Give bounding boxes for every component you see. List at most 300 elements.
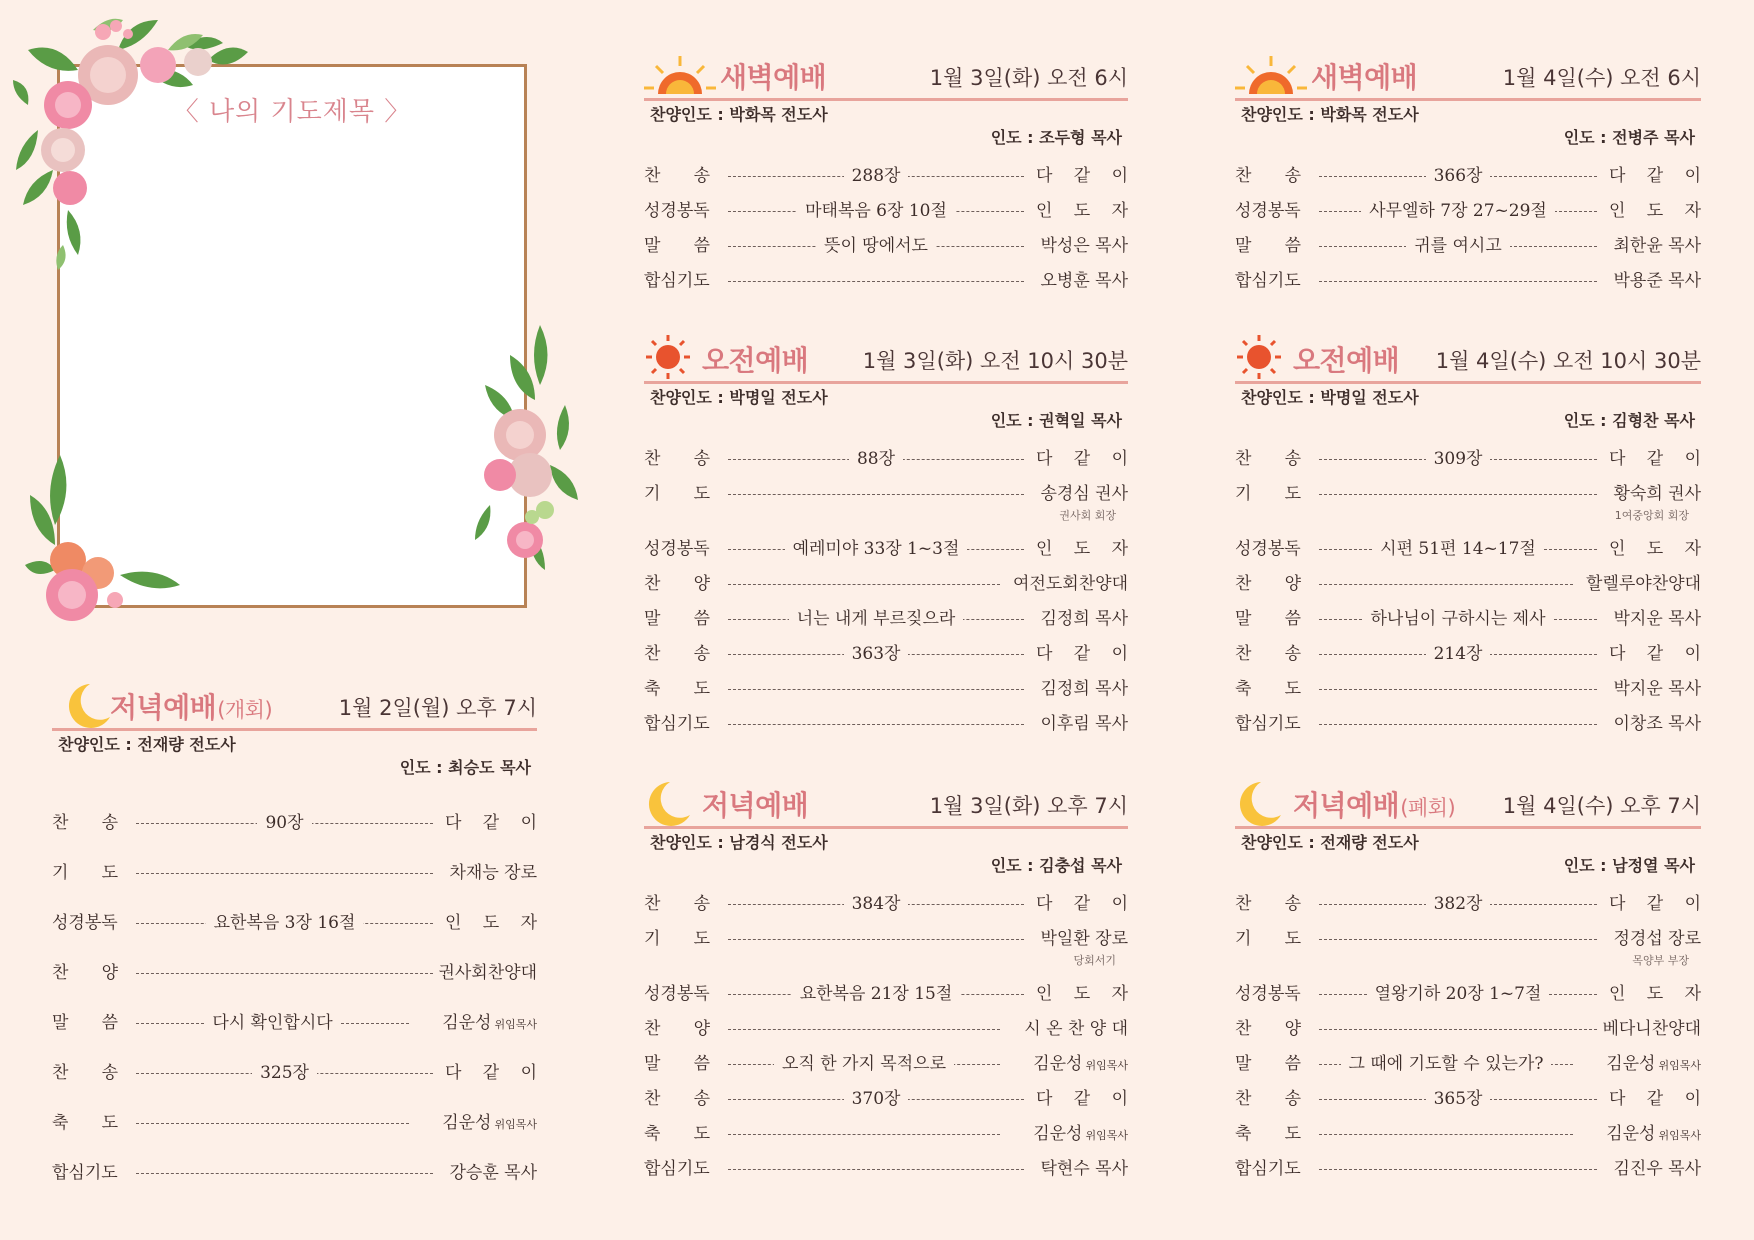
order-label: 합심기도 xyxy=(1235,271,1301,291)
order-row xyxy=(644,891,1128,917)
order-label: 성경봉독 xyxy=(1235,984,1301,1004)
order-row xyxy=(1235,163,1701,189)
service-title xyxy=(1293,339,1399,379)
order-row xyxy=(644,163,1128,189)
order-label: 성경봉독 xyxy=(644,984,710,1004)
order-detail-text: 90장 xyxy=(257,813,311,833)
order-detail-text: 다시 확인합시다 xyxy=(204,1013,340,1033)
service-dawn-jan4 xyxy=(1235,50,1701,310)
order-person-name: 김운성 xyxy=(442,1013,492,1033)
order-row xyxy=(644,926,1128,967)
worship-leader: 찬양인도 : 박명일 전도사 xyxy=(1241,388,1419,407)
order-label: 찬 양 xyxy=(52,963,118,983)
order-person xyxy=(1609,163,1701,189)
dotted-leader xyxy=(1319,689,1597,690)
order-detail xyxy=(1319,1051,1573,1077)
service-date: 1월 4일(수) 오후 7시 xyxy=(1502,794,1701,818)
flower-bottom-left-icon xyxy=(20,455,180,625)
service-title xyxy=(702,784,808,824)
order-person-name: 다 같 이 xyxy=(1036,644,1128,664)
order-person-name: 다 같 이 xyxy=(1036,449,1128,469)
order-label: 말 씀 xyxy=(644,236,710,256)
order-row xyxy=(52,1060,537,1086)
order-detail xyxy=(728,198,1024,224)
order-person xyxy=(1609,981,1701,1007)
order-row xyxy=(644,1016,1128,1042)
order-label: 말 씀 xyxy=(644,609,710,629)
order-row xyxy=(644,641,1128,667)
order-person-name: 권사회찬양대 xyxy=(438,963,537,983)
order-detail xyxy=(728,981,1024,1007)
order-person-name: 인 도 자 xyxy=(1609,984,1701,1004)
order-person-note: 권사회 회장 xyxy=(1059,509,1116,522)
order-person-name: 송경심 권사 xyxy=(1040,484,1128,504)
order-detail-text: 370장 xyxy=(844,1089,909,1109)
order-label: 찬 양 xyxy=(1235,1019,1301,1039)
service-date: 1월 4일(수) 오전 10시 30분 xyxy=(1435,349,1701,373)
order-detail-text: 사무엘하 7장 27~29절 xyxy=(1361,201,1555,221)
presider: 인도 : 권혁일 목사 xyxy=(990,411,1122,430)
order-label: 말 씀 xyxy=(1235,1054,1301,1074)
order-person-name: 박지운 목사 xyxy=(1613,679,1701,699)
sunrise-icon xyxy=(1235,52,1307,100)
order-label: 기 도 xyxy=(52,863,118,883)
order-person xyxy=(1033,1051,1128,1079)
order-row xyxy=(1235,1121,1701,1147)
order-person xyxy=(1613,1156,1701,1182)
order-person-note: 당회서기 xyxy=(1073,954,1116,967)
order-person-name: 정경섭 장로 xyxy=(1613,929,1701,949)
worship-leader: 찬양인도 : 전재량 전도사 xyxy=(58,735,236,754)
order-person xyxy=(1040,676,1128,702)
order-person-name: 인 도 자 xyxy=(1609,539,1701,559)
order-person-name: 탁현수 목사 xyxy=(1040,1159,1128,1179)
order-person-title: 위임목사 xyxy=(1085,1129,1128,1142)
order-person xyxy=(1609,446,1701,472)
order-label: 합심기도 xyxy=(644,714,710,734)
order-label: 찬 송 xyxy=(1235,894,1301,914)
order-person-name: 인 도 자 xyxy=(1036,539,1128,559)
dotted-leader xyxy=(728,494,1024,495)
order-person xyxy=(1609,1086,1701,1112)
dotted-leader xyxy=(728,1134,1000,1135)
order-row xyxy=(644,198,1128,224)
order-detail xyxy=(1319,641,1597,667)
dotted-leader xyxy=(728,724,1024,725)
order-row xyxy=(1235,676,1701,702)
dotted-leader xyxy=(1319,939,1597,940)
service-title xyxy=(110,686,272,726)
order-person-name: 김운성 xyxy=(1606,1054,1656,1074)
order-person xyxy=(1040,606,1128,632)
order-row xyxy=(1235,233,1701,259)
order-person-name: 할렐루야찬양대 xyxy=(1586,574,1701,594)
order-person-name: 다 같 이 xyxy=(1036,894,1128,914)
order-person-name: 최한윤 목사 xyxy=(1613,236,1701,256)
service-header xyxy=(644,50,1128,101)
order-row xyxy=(52,1010,537,1036)
order-row xyxy=(52,860,537,886)
order-person-title: 위임목사 xyxy=(1658,1059,1701,1072)
order-label: 말 씀 xyxy=(644,1054,710,1074)
service-title xyxy=(1311,56,1417,96)
order-person-name: 다 같 이 xyxy=(1609,1089,1701,1109)
order-label: 찬 양 xyxy=(644,574,710,594)
service-date: 1월 3일(화) 오전 6시 xyxy=(929,66,1128,90)
order-label: 축 도 xyxy=(1235,1124,1301,1144)
service-suffix: (폐회) xyxy=(1400,796,1456,820)
order-person-name: 다 같 이 xyxy=(445,1063,537,1083)
order-person-name: 이창조 목사 xyxy=(1613,714,1701,734)
order-person-title: 위임목사 xyxy=(494,1118,537,1131)
order-person-note: 목양부 부장 xyxy=(1632,954,1689,967)
order-detail-text: 325장 xyxy=(252,1063,317,1083)
order-person xyxy=(1024,1016,1128,1042)
order-person-name: 박일환 장로 xyxy=(1040,929,1128,949)
order-person-name: 김운성 xyxy=(1606,1124,1656,1144)
order-row xyxy=(1235,198,1701,224)
order-person-name: 다 같 이 xyxy=(1609,449,1701,469)
order-person xyxy=(449,1160,537,1186)
order-row xyxy=(1235,268,1701,294)
order-detail-text: 너는 내게 부르짖으라 xyxy=(789,609,964,629)
order-person xyxy=(1040,1156,1128,1182)
dotted-leader xyxy=(728,689,1024,690)
order-detail-text: 시편 51편 14~17절 xyxy=(1372,539,1544,559)
order-label: 성경봉독 xyxy=(1235,201,1301,221)
order-detail xyxy=(1319,891,1597,917)
order-person xyxy=(442,1010,537,1038)
order-row xyxy=(1235,1016,1701,1042)
order-label: 합심기도 xyxy=(52,1163,118,1183)
order-detail xyxy=(1319,198,1597,224)
order-person xyxy=(1613,268,1701,294)
order-person xyxy=(1609,641,1701,667)
service-date: 1월 3일(화) 오전 10시 30분 xyxy=(862,349,1128,373)
order-label: 성경봉독 xyxy=(644,201,710,221)
order-row xyxy=(644,536,1128,562)
service-name: 저녁예배 xyxy=(1293,789,1400,822)
order-row xyxy=(644,268,1128,294)
service-header xyxy=(1235,778,1701,829)
order-detail xyxy=(136,910,433,936)
order-person-name: 여전도회찬양대 xyxy=(1013,574,1128,594)
service-date: 1월 3일(화) 오후 7시 xyxy=(929,794,1128,818)
dotted-leader xyxy=(1319,584,1573,585)
order-row xyxy=(644,606,1128,632)
order-person xyxy=(445,810,537,836)
order-person-name: 인 도 자 xyxy=(1036,984,1128,1004)
order-label: 성경봉독 xyxy=(644,539,710,559)
dotted-leader xyxy=(136,973,433,974)
dotted-leader xyxy=(728,584,1000,585)
order-person-title: 위임목사 xyxy=(1085,1059,1128,1072)
order-person-name: 다 같 이 xyxy=(1036,166,1128,186)
order-detail xyxy=(1319,1086,1597,1112)
order-person-title: 위임목사 xyxy=(1658,1129,1701,1142)
order-label: 축 도 xyxy=(644,679,710,699)
dotted-leader xyxy=(136,1123,409,1124)
order-label: 성경봉독 xyxy=(1235,539,1301,559)
service-date: 1월 4일(수) 오전 6시 xyxy=(1502,66,1701,90)
order-row xyxy=(644,981,1128,1007)
service-morning-jan4 xyxy=(1235,333,1701,753)
order-label: 찬 송 xyxy=(644,644,710,664)
order-person xyxy=(442,1110,537,1138)
order-detail-text: 88장 xyxy=(849,449,903,469)
order-detail xyxy=(728,446,1024,472)
order-person xyxy=(1609,891,1701,917)
order-label: 축 도 xyxy=(644,1124,710,1144)
order-person-name: 다 같 이 xyxy=(1036,1089,1128,1109)
order-detail xyxy=(728,1051,1000,1077)
worship-leader: 찬양인도 : 박명일 전도사 xyxy=(650,388,828,407)
service-header xyxy=(1235,50,1701,101)
worship-leader: 찬양인도 : 박화목 전도사 xyxy=(1241,105,1419,124)
order-person xyxy=(445,1060,537,1086)
service-name: 오전예배 xyxy=(1293,344,1400,377)
order-person xyxy=(1036,981,1128,1007)
dotted-leader xyxy=(136,873,433,874)
order-detail xyxy=(728,641,1024,667)
worship-leader: 찬양인도 : 박화목 전도사 xyxy=(650,105,828,124)
order-row xyxy=(1235,711,1701,737)
order-detail xyxy=(1319,981,1597,1007)
order-label: 말 씀 xyxy=(1235,236,1301,256)
order-detail xyxy=(728,233,1024,259)
dotted-leader xyxy=(728,1029,1000,1030)
order-label: 합심기도 xyxy=(644,1159,710,1179)
order-row xyxy=(644,711,1128,737)
order-detail-text: 363장 xyxy=(844,644,909,664)
order-row xyxy=(1235,1051,1701,1077)
service-title xyxy=(1293,784,1455,824)
service-name: 새벽예배 xyxy=(1311,61,1418,94)
order-person xyxy=(1036,446,1128,472)
order-person-name: 김운성 xyxy=(1033,1124,1083,1144)
order-person xyxy=(1036,1086,1128,1112)
order-detail xyxy=(728,606,1024,632)
service-morning-jan3 xyxy=(644,333,1128,753)
order-person-name: 다 같 이 xyxy=(445,813,537,833)
order-detail xyxy=(1319,536,1597,562)
order-detail-text: 요한복음 21장 15절 xyxy=(792,984,961,1004)
order-row xyxy=(1235,1086,1701,1112)
dotted-leader xyxy=(136,1173,433,1174)
order-person xyxy=(449,860,537,886)
order-label: 찬 송 xyxy=(52,813,118,833)
order-row xyxy=(644,1086,1128,1112)
order-row xyxy=(52,1110,537,1136)
order-person xyxy=(1602,1016,1701,1042)
order-label: 성경봉독 xyxy=(52,913,118,933)
presider: 인도 : 김형찬 목사 xyxy=(1563,411,1695,430)
service-name: 오전예배 xyxy=(702,344,809,377)
order-label: 말 씀 xyxy=(52,1013,118,1033)
order-person xyxy=(1036,163,1128,189)
order-person-name: 인 도 자 xyxy=(445,913,537,933)
order-label: 기 도 xyxy=(1235,484,1301,504)
presider: 인도 : 김충섭 목사 xyxy=(990,856,1122,875)
order-person-name: 베다니찬양대 xyxy=(1602,1019,1701,1039)
order-person-name: 다 같 이 xyxy=(1609,894,1701,914)
order-row xyxy=(644,1051,1128,1077)
order-person-name: 강승훈 목사 xyxy=(449,1163,537,1183)
order-person-name: 오병훈 목사 xyxy=(1040,271,1128,291)
order-row xyxy=(52,1160,537,1186)
order-person-name: 김운성 xyxy=(442,1113,492,1133)
dotted-leader xyxy=(1319,281,1597,282)
order-person xyxy=(1040,926,1128,952)
order-person xyxy=(1606,1051,1701,1079)
order-row xyxy=(644,1156,1128,1182)
order-row xyxy=(1235,606,1701,632)
order-person xyxy=(438,960,537,986)
order-detail xyxy=(728,1086,1024,1112)
presider: 인도 : 조두형 목사 xyxy=(990,128,1122,147)
order-row xyxy=(644,571,1128,597)
order-person-name: 인 도 자 xyxy=(1609,201,1701,221)
order-person xyxy=(1609,198,1701,224)
presider: 인도 : 최승도 목사 xyxy=(399,758,531,777)
order-person xyxy=(1613,233,1701,259)
order-detail-text: 요한복음 3장 16절 xyxy=(206,913,364,933)
order-label: 합심기도 xyxy=(1235,1159,1301,1179)
flower-right-icon xyxy=(470,325,580,585)
order-label: 축 도 xyxy=(52,1113,118,1133)
order-row xyxy=(1235,1156,1701,1182)
order-detail-text: 예레미야 33장 1~3절 xyxy=(785,539,968,559)
order-label: 찬 송 xyxy=(1235,449,1301,469)
service-header xyxy=(644,778,1128,829)
order-label: 찬 양 xyxy=(1235,574,1301,594)
order-label: 기 도 xyxy=(1235,929,1301,949)
order-detail xyxy=(728,891,1024,917)
order-detail xyxy=(1319,446,1597,472)
order-row xyxy=(1235,641,1701,667)
order-person xyxy=(1036,641,1128,667)
order-person-name: 김정희 목사 xyxy=(1040,609,1128,629)
order-person xyxy=(1613,606,1701,632)
order-row xyxy=(52,810,537,836)
order-row xyxy=(1235,891,1701,917)
worship-leader: 찬양인도 : 전재량 전도사 xyxy=(1241,833,1419,852)
order-detail-text: 309장 xyxy=(1426,449,1491,469)
order-detail xyxy=(1319,233,1597,259)
order-row xyxy=(1235,926,1701,967)
order-person-name: 박성은 목사 xyxy=(1040,236,1128,256)
order-detail-text: 384장 xyxy=(844,894,909,914)
order-detail-text: 뜻이 땅에서도 xyxy=(816,236,936,256)
order-label: 찬 송 xyxy=(644,449,710,469)
order-person-name: 이후림 목사 xyxy=(1040,714,1128,734)
dotted-leader xyxy=(728,281,1024,282)
order-person xyxy=(1613,481,1701,507)
order-label: 찬 송 xyxy=(1235,644,1301,664)
order-detail-text: 366장 xyxy=(1426,166,1491,186)
service-header xyxy=(1235,333,1701,384)
order-row xyxy=(1235,981,1701,1007)
order-detail-text: 214장 xyxy=(1426,644,1491,664)
order-person xyxy=(1036,891,1128,917)
order-person xyxy=(1040,233,1128,259)
order-detail-text: 오직 한 가지 목적으로 xyxy=(774,1054,954,1074)
order-person xyxy=(1036,536,1128,562)
service-title xyxy=(702,339,808,379)
order-label: 기 도 xyxy=(644,484,710,504)
order-detail-text: 하나님이 구하시는 제사 xyxy=(1362,609,1553,629)
order-person-name: 인 도 자 xyxy=(1036,201,1128,221)
order-person-name: 다 같 이 xyxy=(1609,166,1701,186)
order-person-name: 박지운 목사 xyxy=(1613,609,1701,629)
order-detail xyxy=(136,1010,409,1036)
prayer-title: 〈 나의 기도제목 〉 xyxy=(172,97,412,127)
order-label: 합심기도 xyxy=(1235,714,1301,734)
order-person-name: 김정희 목사 xyxy=(1040,679,1128,699)
order-detail-text: 열왕기하 20장 1~7절 xyxy=(1367,984,1550,1004)
service-suffix: (개회) xyxy=(217,698,273,722)
order-row xyxy=(52,910,537,936)
sunrise-icon xyxy=(644,52,716,100)
service-name: 새벽예배 xyxy=(720,61,827,94)
order-row xyxy=(52,960,537,986)
dotted-leader xyxy=(1319,1029,1597,1030)
order-person xyxy=(1586,571,1701,597)
service-name: 저녁예배 xyxy=(702,789,809,822)
order-person xyxy=(1036,198,1128,224)
service-evening-jan3 xyxy=(644,778,1128,1198)
order-row xyxy=(644,481,1128,522)
order-person xyxy=(1033,1121,1128,1149)
service-dawn-jan3 xyxy=(644,50,1128,310)
order-person xyxy=(1040,268,1128,294)
order-label: 찬 송 xyxy=(1235,1089,1301,1109)
order-label: 찬 양 xyxy=(644,1019,710,1039)
order-person-name: 다 같 이 xyxy=(1609,644,1701,664)
dotted-leader xyxy=(1319,494,1597,495)
service-evening-jan2 xyxy=(52,680,537,1200)
service-header xyxy=(644,333,1128,384)
order-person xyxy=(1613,926,1701,952)
order-row xyxy=(644,233,1128,259)
order-person xyxy=(445,910,537,936)
dotted-leader xyxy=(728,939,1024,940)
dotted-leader xyxy=(1319,724,1597,725)
service-evening-jan4 xyxy=(1235,778,1701,1198)
order-label: 찬 송 xyxy=(52,1063,118,1083)
order-row xyxy=(1235,536,1701,562)
order-row xyxy=(1235,446,1701,472)
order-label: 찬 송 xyxy=(644,894,710,914)
order-label: 찬 송 xyxy=(644,166,710,186)
order-label: 기 도 xyxy=(644,929,710,949)
order-person-name: 황숙희 권사 xyxy=(1613,484,1701,504)
service-title xyxy=(720,56,826,96)
dotted-leader xyxy=(728,1169,1024,1170)
order-person-title: 위임목사 xyxy=(494,1018,537,1031)
order-person xyxy=(1040,481,1128,507)
order-person-name: 박용준 목사 xyxy=(1613,271,1701,291)
dotted-leader xyxy=(1319,1169,1597,1170)
order-detail xyxy=(728,163,1024,189)
order-label: 합심기도 xyxy=(644,271,710,291)
order-person-name: 차재능 장로 xyxy=(449,863,537,883)
dotted-leader xyxy=(1319,1134,1573,1135)
order-person xyxy=(1609,536,1701,562)
order-detail xyxy=(1319,606,1597,632)
flower-top-left-icon xyxy=(8,10,248,280)
service-header xyxy=(52,680,537,731)
